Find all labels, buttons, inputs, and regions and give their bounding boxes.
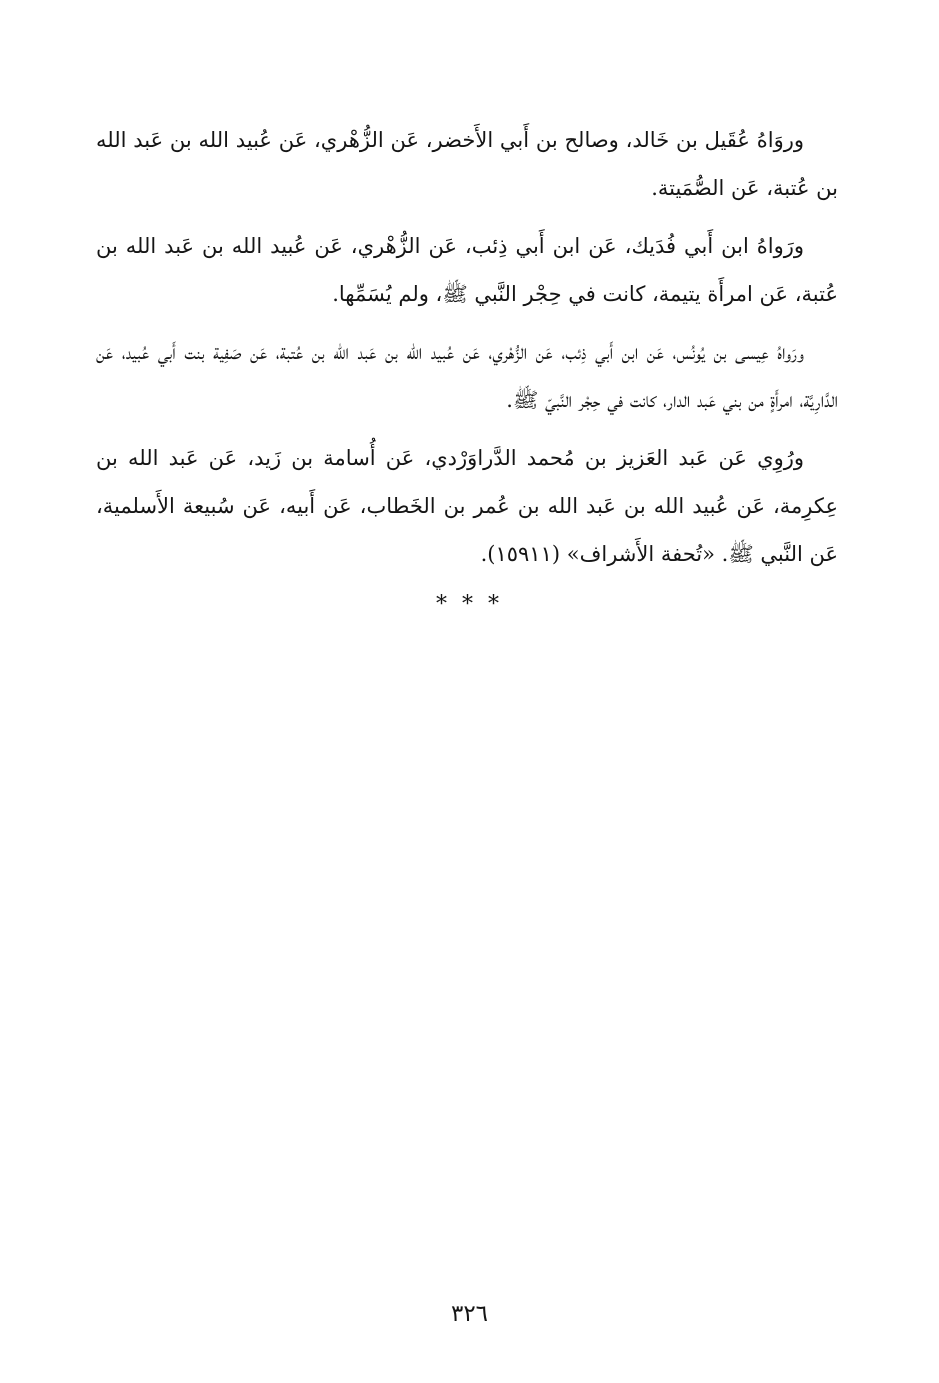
page-number: ٣٢٦ — [450, 1301, 489, 1327]
paragraph-2: ورَواهُ ابن أَبي فُدَيك، عَن ابن أَبي ذِئب، عَن الزُّهْري، عَن عُبيد الله بن عَبد الله بن عُتبة، عَن امرأَة يتيمة، كانت في حِجْر النَّبي ﷺ، ولم يُسَمِّها. — [96, 234, 838, 306]
paragraph-1: وروَاهُ عُقَيل بن خَالد، وصالح بن أَبي الأَخضر، عَن الزُّهْري، عَن عُبيد الله بن عَبد الله بن عُتبة، عَن الصُّمَيتة. — [96, 128, 838, 200]
paragraph-3: ورَواهُ عِيسى بن يُونُس، عَن ابن أَبي ذِئب، عَن الزُّهْري، عَن عُبيد الله بن عَبد الله بن عُتبة، عَن صَفِية بنت أَبي عُبيد، عَن الدَّارِيَّة، امرأَةٍ من بني عَبد الدار، كانت في حِجْر النَّبيّ ﷺ. — [96, 340, 838, 412]
paragraph-4: ورُوِي عَن عَبد العَزيز بن مُحمد الدَّراوَرْدي، عَن أُسامة بن زَيد، عَن عَبد الله بن عِكرِمة، عَن عُبيد الله بن عَبد الله بن عُمر بن الخَطاب، عَن أَبيه، عَن سُبيعة الأَسلمية، عَن النَّبي ﷺ. «تُحفة الأَشراف» (١٥٩١١). — [96, 446, 838, 566]
section-separator: * * * — [436, 592, 503, 617]
body-text — [96, 116, 838, 578]
